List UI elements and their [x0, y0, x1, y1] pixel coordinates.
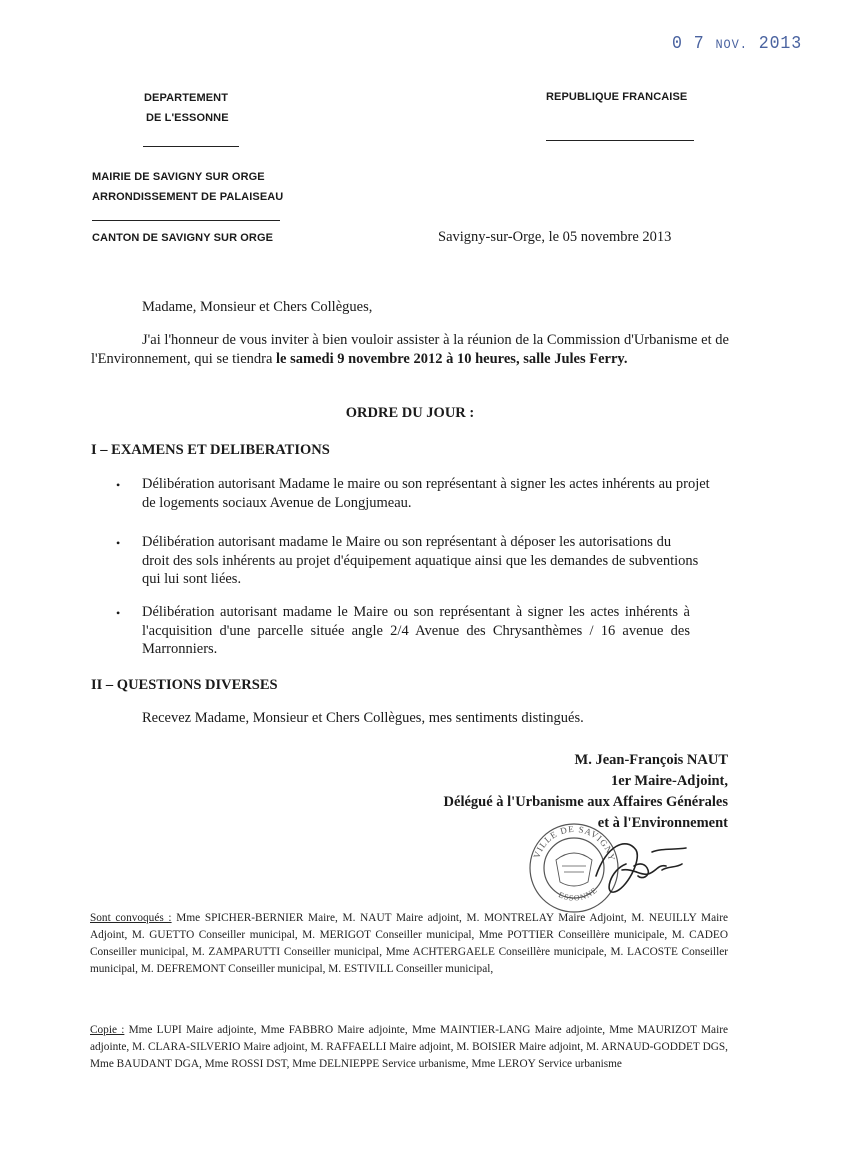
stamp-year: 2013	[758, 34, 803, 54]
intro-paragraph	[91, 331, 729, 369]
copie-paragraph	[90, 1022, 728, 1073]
stamp-month: NOV.	[715, 37, 748, 52]
departement-label: DEPARTEMENT	[144, 92, 229, 104]
handwritten-signature	[596, 844, 686, 892]
intro-text: J'ai l'honneur de vous inviter à bien vouloir assister à la réunion de la Commission d'Urbanisme et de l'Environnement, qui se tiendra	[91, 332, 729, 367]
signatory-name: M. Jean-François NAUT	[574, 752, 728, 768]
convoques-paragraph	[90, 910, 728, 978]
canton-label: CANTON DE SAVIGNY SUR ORGE	[92, 232, 274, 244]
svg-text:ESSONNE	[557, 885, 599, 902]
copie-label: Copie :	[90, 1024, 125, 1036]
header-divider-3	[92, 220, 280, 221]
date-line: Savigny-sur-Orge, le 05 novembre 2013	[438, 229, 672, 245]
signatory-delegation-1: Délégué à l'Urbanisme aux Affaires Générales	[443, 794, 728, 810]
convoques-list: Mme SPICHER-BERNIER Maire, M. NAUT Maire adjoint, M. MONTRELAY Maire Adjoint, M. NEUILLY Maire Adjoint, M. GUETTO Conseiller municipal, M. MERIGOT Conseiller municipal, Mme POTTIER Conseillère municipale, M. CADEO Conseiller municipal, M. ZAMPARUTTI Conseiller municipal, Mme ACHTERGAELE Conseillère municipale, M. LACOSTE Conseiller municipal, M. DEFREMONT Conseiller municipal, M. ESTIVILL Conseiller municipal,	[90, 912, 728, 975]
signatory-delegation-2: et à l'Environnement	[597, 815, 728, 831]
header-divider-2	[546, 140, 694, 141]
bullet-2: •	[116, 536, 121, 550]
agenda-item-2: Délibération autorisant madame le Maire ou son représentant à déposer les autorisations du droit des sols inhérents au projet d'équipement aquatique ainsi que les demandes de subventions qui lui sont liées.	[142, 534, 699, 587]
agenda-item-3: Délibération autorisant madame le Maire ou son représentant à signer les actes inhérents à l'acquisition d'une parcelle située angle 2/4 Avenue des Chrysanthèmes / 16 avenue des Marronniers.	[142, 604, 690, 657]
stamp-day: 0 7	[672, 34, 705, 54]
closing-line: Recevez Madame, Monsieur et Chers Collègues, mes sentiments distingués.	[142, 710, 584, 726]
official-seal-and-signature	[512, 820, 702, 920]
agenda-item-1: Délibération autorisant Madame le maire ou son représentant à signer les actes inhérents au projet de logements sociaux Avenue de Longjumeau.	[142, 476, 710, 511]
essonne-label: DE L'ESSONNE	[146, 112, 229, 124]
arrondissement-label: ARRONDISSEMENT DE PALAISEAU	[92, 191, 284, 203]
section1-title: I – EXAMENS ET DELIBERATIONS	[91, 442, 330, 458]
header-divider-1	[143, 146, 239, 147]
bullet-1: •	[116, 478, 121, 492]
meeting-details: le samedi 9 novembre 2012 à 10 heures, salle Jules Ferry.	[276, 351, 628, 367]
received-date-stamp	[672, 34, 802, 54]
convoques-label: Sont convoqués :	[90, 912, 172, 924]
republique-label: REPUBLIQUE FRANCAISE	[546, 91, 688, 103]
signatory-role: 1er Maire-Adjoint,	[610, 773, 728, 789]
bullet-3: •	[116, 606, 121, 620]
seal-bottom-text: ESSONNE	[557, 885, 600, 903]
mairie-label: MAIRIE DE SAVIGNY SUR ORGE	[92, 171, 265, 183]
section2-title: II – QUESTIONS DIVERSES	[91, 677, 278, 693]
seal-top-text: VILLE DE SAVIGNY	[531, 823, 618, 863]
salutation: Madame, Monsieur et Chers Collègues,	[142, 299, 373, 315]
agenda-title: ORDRE DU JOUR :	[345, 405, 475, 421]
copie-list: Mme LUPI Maire adjointe, Mme FABBRO Maire adjointe, Mme MAINTIER-LANG Maire adjointe, Mme MAURIZOT Maire adjointe, M. CLARA-SILVERIO Maire adjoint, M. RAFFAELLI Maire adjoint, M. BOISIER Maire adjoint, M. ARNAUD-GODDET DGS, Mme BAUDANT DGA, Mme ROSSI DST, Mme DELNIEPPE Service urbanisme, Mme LEROY Service urbanisme	[90, 1024, 728, 1070]
